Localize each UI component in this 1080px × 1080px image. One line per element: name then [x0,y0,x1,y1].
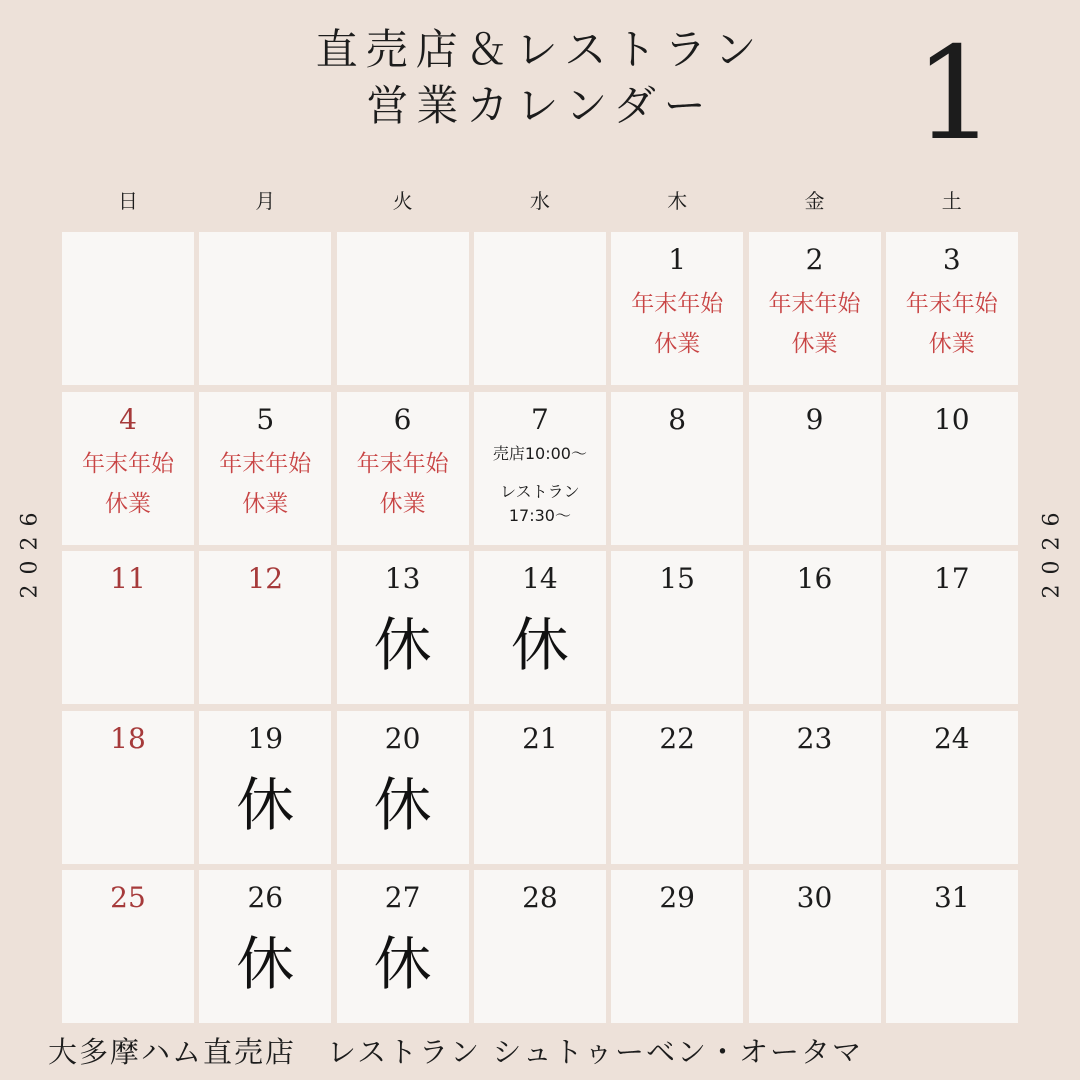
day-cell [474,870,606,1023]
holiday-closure-note [611,284,743,364]
day-number: 29 [659,881,695,914]
holiday-closure-note [337,444,469,524]
day-number: 7 [530,402,549,436]
day-number: 14 [522,562,558,595]
year-text-right: 2026 [1039,502,1065,598]
day-cell [749,551,881,704]
day-number: 15 [659,562,695,595]
note-line: 年末年始 [82,450,174,477]
day-number: 4 [119,402,137,436]
closed-mark: 休 [236,770,295,839]
day-number: 3 [942,243,961,276]
day-number: 12 [247,562,284,595]
day-number: 23 [796,721,833,755]
opening-hours-note [474,442,606,528]
weekday-label: 水 [529,189,550,213]
day-cell [611,711,743,864]
closed-mark: 休 [373,770,432,839]
day-number: 8 [668,402,687,436]
day-number: 24 [933,721,970,755]
day-number: 11 [110,562,146,595]
hours-line: レストラン [500,481,580,501]
holiday-closure-note [199,444,331,524]
day-number: 6 [393,402,412,436]
note-line: 休業 [379,490,426,517]
day-cell [749,711,881,864]
title-line-2: 営業カレンダー [366,81,714,130]
day-number: 21 [522,721,558,755]
weekday-label: 木 [667,189,688,213]
day-number: 30 [796,881,833,914]
note-line: 休業 [654,331,701,357]
closed-mark: 休 [236,930,295,998]
weekday-label: 土 [941,189,962,213]
closed-mark: 休 [510,611,569,679]
day-number: 18 [110,721,146,755]
day-cell [886,870,1018,1023]
closed-mark: 休 [373,611,432,679]
day-cell [337,711,469,864]
day-cell [474,392,606,545]
note-line: 休業 [242,490,289,517]
note-line: 休業 [928,331,975,357]
day-number: 5 [256,402,275,436]
day-number: 22 [659,721,695,755]
note-line: 休業 [791,331,838,357]
day-cell [199,711,331,864]
day-number: 16 [796,562,833,595]
holiday-closure-note [886,284,1018,364]
empty-day-cell [62,232,194,385]
day-cell [611,392,743,545]
day-cell [886,551,1018,704]
note-line: 年末年始 [356,450,449,477]
title-line-1: 直売店＆レストラン [315,25,765,74]
note-line: 年末年始 [631,291,724,317]
day-number: 1 [668,243,687,276]
holiday-closure-note [62,444,194,524]
day-cell [337,392,469,545]
weekday-label: 月 [255,189,276,213]
day-number: 13 [384,562,421,595]
weekday-label: 火 [392,189,413,213]
day-cell [199,551,331,704]
day-number: 9 [805,402,824,436]
day-cell [474,551,606,704]
day-cell [749,232,881,385]
day-cell [886,392,1018,545]
day-number: 28 [522,881,558,914]
empty-day-cell [337,232,469,385]
month-number: 1 [914,20,996,169]
note-line: 年末年始 [905,291,998,317]
calendar-grid [62,232,1018,1022]
note-line: 年末年始 [768,291,861,317]
day-number: 25 [110,881,146,914]
year-text-left: 2026 [17,502,43,598]
day-cell [62,551,194,704]
empty-day-cell [474,232,606,385]
day-cell [611,870,743,1023]
hours-line: 売店10:00〜 [492,443,587,463]
day-cell [749,392,881,545]
day-cell [199,392,331,545]
day-cell [611,551,743,704]
day-cell [337,551,469,704]
day-number: 2 [805,243,824,276]
day-cell [474,711,606,864]
day-cell [886,232,1018,385]
day-number: 26 [247,881,284,914]
store-name-footer: 大多摩ハム直売店 レストラン シュトゥーベン・オータマ [48,1035,864,1069]
day-cell [886,711,1018,864]
hours-line: 17:30〜 [508,505,571,525]
day-cell [62,870,194,1023]
day-number: 17 [933,562,970,595]
day-number: 20 [384,721,421,755]
empty-day-cell [199,232,331,385]
day-cell [199,870,331,1023]
day-cell [62,392,194,545]
day-number: 27 [384,881,421,914]
weekday-header-row [62,185,1018,217]
note-line: 年末年始 [219,450,312,477]
day-number: 31 [933,881,970,914]
weekday-label: 日 [118,189,138,213]
day-cell [62,711,194,864]
day-cell [611,232,743,385]
closed-mark: 休 [373,930,432,998]
holiday-closure-note [749,284,881,364]
note-line: 休業 [105,490,151,517]
day-cell [749,870,881,1023]
weekday-label: 金 [804,189,825,213]
day-number: 10 [933,402,970,436]
day-cell [337,870,469,1023]
day-number: 19 [247,721,284,755]
